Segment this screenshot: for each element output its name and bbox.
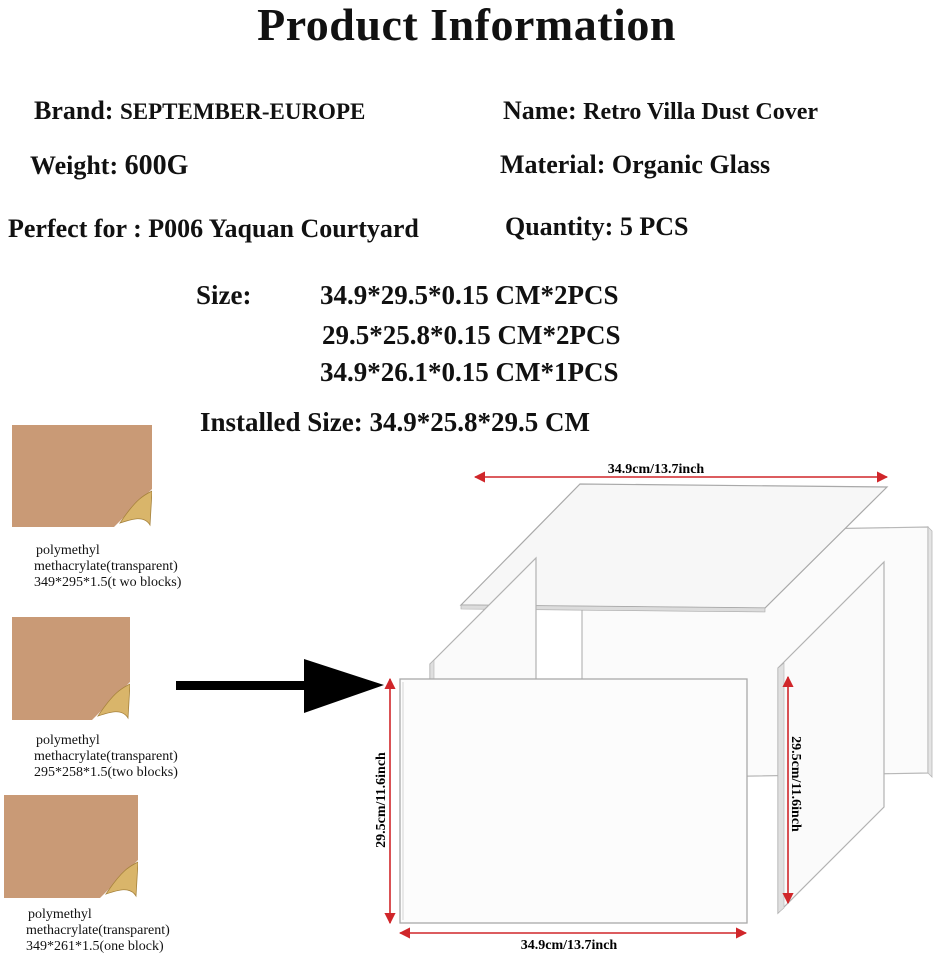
right-dimension-label: 29.5cm/11.6inch xyxy=(788,736,803,832)
name-value: Retro Villa Dust Cover xyxy=(583,99,818,125)
panel-swatch-1 xyxy=(12,425,152,527)
panel-caption-1: polymethyl methacrylate(transparent) 349*295*1.5(t wo blocks) xyxy=(34,543,182,590)
perfect-for-value: P006 Yaquan Courtyard xyxy=(148,214,419,243)
right-arrow-icon xyxy=(170,655,390,720)
panel-swatch-2 xyxy=(12,617,130,720)
front-panel xyxy=(400,679,747,923)
material-row xyxy=(500,150,770,180)
perfect-for-row xyxy=(8,214,419,244)
installed-size: Installed Size: 34.9*25.8*29.5 CM xyxy=(200,407,590,437)
size-row-2: 29.5*25.8*0.15 CM*2PCS xyxy=(322,320,621,350)
panel-swatch-3 xyxy=(4,795,138,898)
weight-row xyxy=(30,150,188,182)
brand-value: SEPTEMBER-EUROPE xyxy=(119,99,366,124)
weight-label: Weight: xyxy=(30,151,119,180)
top-dimension-label: 34.9cm/13.7inch xyxy=(607,462,705,477)
quantity-value: 5 PCS xyxy=(619,212,689,241)
quantity-label: Quantity: xyxy=(505,212,614,241)
material-label: Material: xyxy=(500,150,606,179)
weight-value: 600G xyxy=(124,150,189,181)
size-row-3: 34.9*26.1*0.15 CM*1PCS xyxy=(320,357,619,387)
bottom-dimension-label: 34.9cm/13.7inch xyxy=(520,938,618,953)
peel-corner-icon xyxy=(100,860,138,898)
acrylic-box-diagram xyxy=(360,455,933,964)
size-row-1: 34.9*29.5*0.15 CM*2PCS xyxy=(320,280,619,310)
peel-corner-icon xyxy=(92,682,130,720)
quantity-row xyxy=(505,212,688,242)
brand-row xyxy=(34,96,365,126)
perfect-for-label: Perfect for : xyxy=(8,214,142,243)
size-label: Size: xyxy=(196,280,252,310)
left-dimension-label: 29.5cm/11.6inch xyxy=(374,752,389,848)
page-title: Product Information xyxy=(257,0,676,50)
material-value: Organic Glass xyxy=(611,150,771,179)
peel-corner-icon xyxy=(114,489,152,527)
panel-caption-2: polymethyl methacrylate(transparent) 295*258*1.5(two blocks) xyxy=(34,733,178,780)
name-row xyxy=(503,96,818,126)
brand-label: Brand: xyxy=(34,96,114,125)
name-label: Name: xyxy=(503,96,577,125)
panel-caption-3: polymethyl methacrylate(transparent) 349*261*1.5(one block) xyxy=(26,907,170,954)
